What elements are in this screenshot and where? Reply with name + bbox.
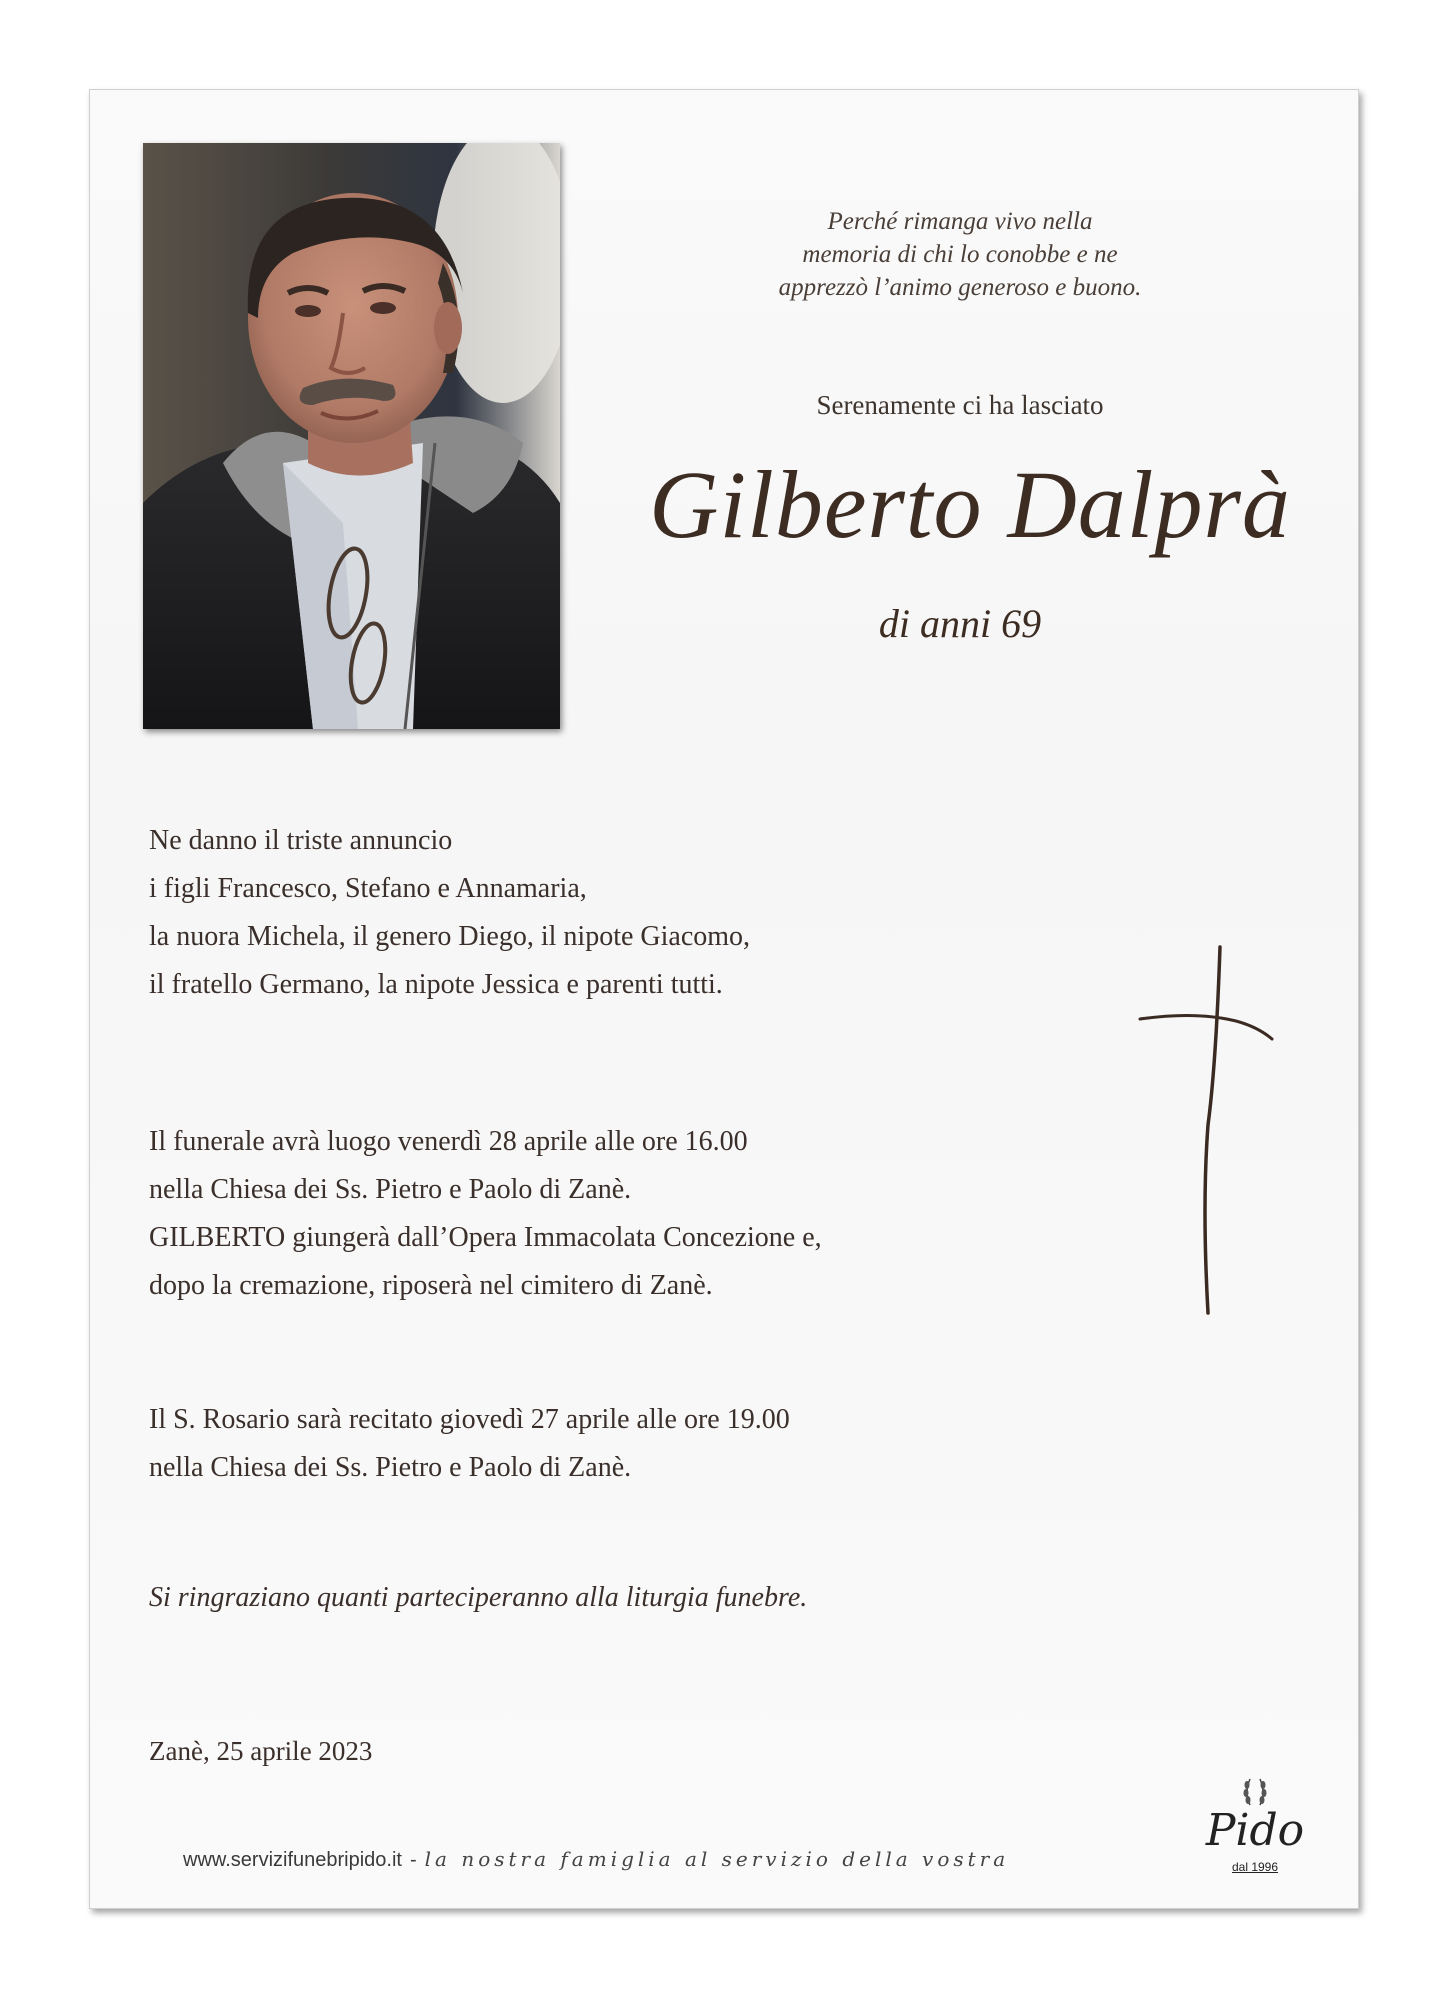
announcement-line: Ne danno il triste annuncio bbox=[149, 825, 453, 856]
announcement-block bbox=[149, 817, 750, 1009]
footer bbox=[183, 1847, 1009, 1872]
deceased-age: di anni 69 bbox=[878, 601, 1042, 646]
funeral-line: Il funerale avrà luogo venerdì 28 aprile alle ore 16.00 bbox=[149, 1126, 748, 1157]
announcement-line: il fratello Germano, la nipote Jessica e parenti tutti. bbox=[149, 969, 723, 1000]
epigraph-line: apprezzò l’animo generoso e buono. bbox=[778, 274, 1142, 301]
funeral-line: GILBERTO giungerà dall’Opera Immacolata Concezione e, bbox=[149, 1222, 822, 1253]
rosary-line: nella Chiesa dei Ss. Pietro e Paolo di Zanè. bbox=[149, 1452, 632, 1483]
thanks-text: Si ringraziano quanti parteciperanno alla liturgia funebre. bbox=[149, 1582, 808, 1613]
logo-since: dal 1996 bbox=[1231, 1860, 1279, 1874]
funeral-home-logo bbox=[1200, 1775, 1310, 1875]
rosary-line: Il S. Rosario sarà recitato giovedì 27 aprile alle ore 19.00 bbox=[149, 1404, 790, 1435]
website-link[interactable]: www.servizifunebripido.it bbox=[183, 1849, 402, 1871]
funeral-line: nella Chiesa dei Ss. Pietro e Paolo di Zanè. bbox=[149, 1174, 632, 1205]
place-date: Zanè, 25 aprile 2023 bbox=[149, 1736, 373, 1766]
funeral-line: dopo la cremazione, riposerà nel cimitero di Zanè. bbox=[149, 1270, 713, 1301]
epigraph-line: Perché rimanga vivo nella bbox=[827, 208, 1093, 235]
footer-motto: la nostra famiglia al servizio della vostra bbox=[424, 1847, 1010, 1871]
announcement-line: i figli Francesco, Stefano e Annamaria, bbox=[149, 873, 587, 904]
funeral-block bbox=[149, 1118, 822, 1310]
deceased-name: Gilberto Dalprà bbox=[649, 451, 1291, 558]
intro-text: Serenamente ci ha lasciato bbox=[816, 390, 1104, 420]
announcement-line: la nuora Michela, il genero Diego, il nipote Giacomo, bbox=[149, 921, 751, 952]
footer-separator: - bbox=[409, 1849, 417, 1871]
epigraph bbox=[700, 205, 1220, 304]
portrait-photo bbox=[143, 143, 560, 729]
rosary-block bbox=[149, 1396, 790, 1492]
epigraph-line: memoria di chi lo conobbe e ne bbox=[802, 241, 1118, 268]
cross-icon bbox=[1136, 945, 1276, 1320]
logo-wordmark: Pido bbox=[1205, 1805, 1305, 1856]
